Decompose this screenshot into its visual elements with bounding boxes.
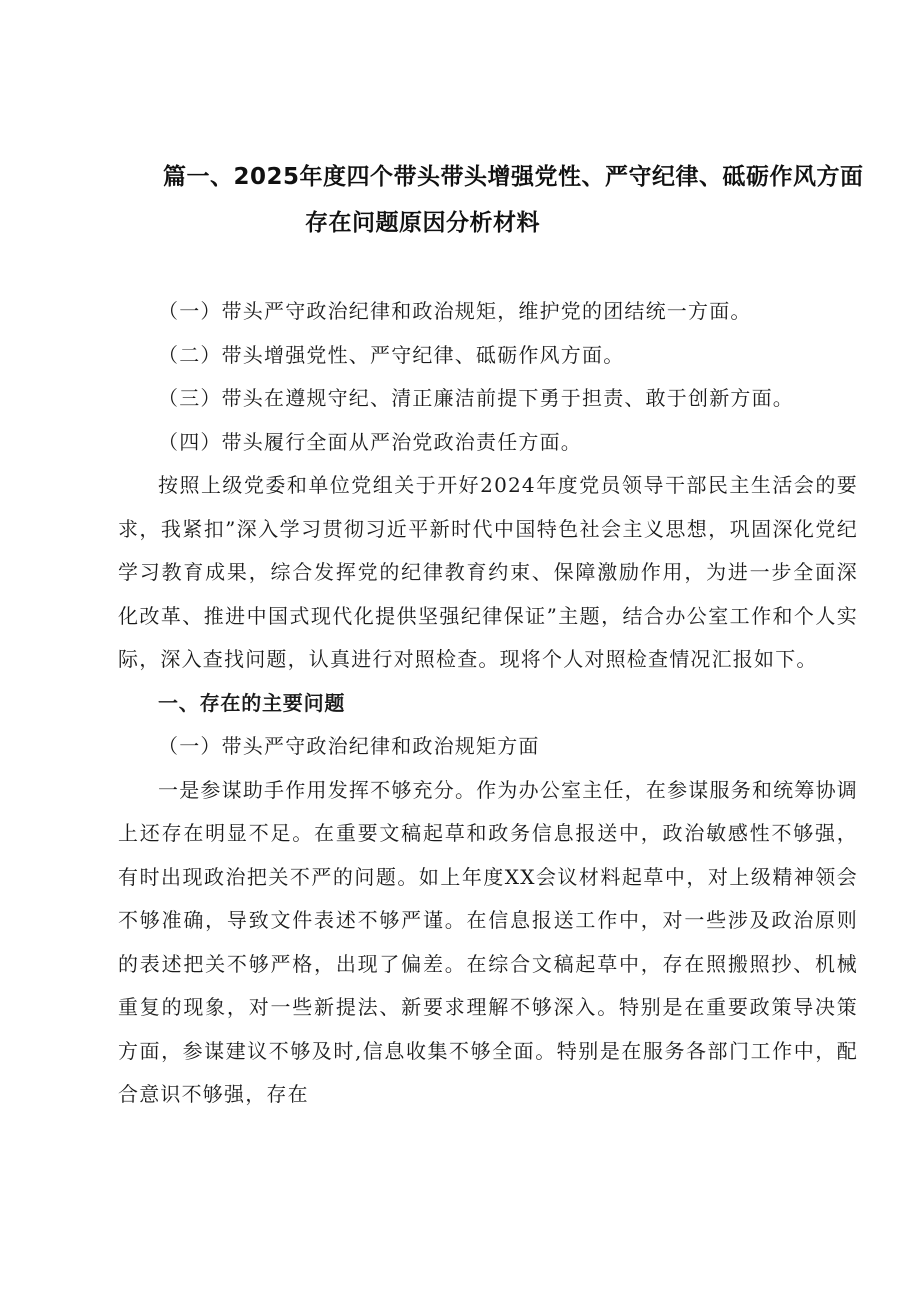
intro-paragraph: 按照上级党委和单位党组关于开好2024年度党员领导干部民主生活会的要求，我紧扣”深入学习贯彻习近平新时代中国特色社会主义思想，巩固深化党纪学习教育成果，综合发挥党的纪律教育约束、保障激励作用，为进一步全面深化改革、推进中国式现代化提供坚强纪律保证”主题，结合办公室工作和个人实际，深入查找问题，认真进行对照检查。现将个人对照检查情况汇报如下。	[118, 473, 858, 671]
section-subheading: （一）带头严守政治纪律和政治规矩方面	[158, 734, 540, 758]
document-title-line-1: 篇一、2025年度四个带头带头增强党性、严守纪律、砥砺作风方面	[163, 164, 864, 190]
outline-item: （二）带头增强党性、严守纪律、砥砺作风方面。	[158, 342, 625, 367]
outline-item: （四）带头履行全面从严治党政治责任方面。	[158, 429, 582, 454]
section-heading: 一、存在的主要问题	[158, 690, 346, 715]
document-title-line-2: 存在问题原因分析材料	[305, 210, 540, 236]
document-body	[118, 290, 858, 1117]
outline-item: （一）带头严守政治纪律和政治规矩，维护党的团结统一方面。	[158, 299, 752, 323]
outline-item: （三）带头在遵规守纪、清正廉洁前提下勇于担责、敢于创新方面。	[158, 386, 794, 410]
body-paragraph: 一是参谋助手作用发挥不够充分。作为办公室主任，在参谋服务和统筹协调上还存在明显不足。在重要文稿起草和政务信息报送中，政治敏感性不够强，有时出现政治把关不严的问题。如上年度XX会议材料起草中，对上级精神领会不够准确，导致文件表述不够严谨。在信息报送工作中，对一些涉及政治原则的表述把关不够严格，出现了偏差。在综合文稿起草中，存在照搬照抄、机械重复的现象，对一些新提法、新要求理解不够深入。特别是在重要政策导决策方面，参谋建议不够及时,信息收集不够全面。特别是在服务各部门工作中，配合意识不够强，存在	[118, 777, 858, 1106]
